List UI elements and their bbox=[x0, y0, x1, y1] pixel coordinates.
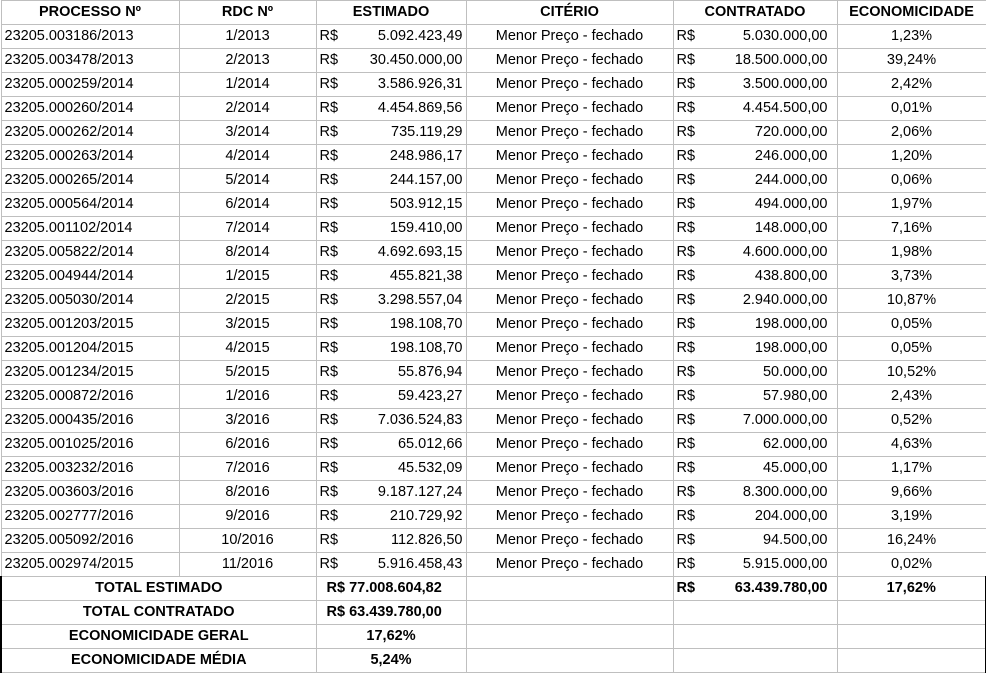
economicidade-cell: 39,24% bbox=[837, 49, 986, 73]
criterio-cell: Menor Preço - fechado bbox=[466, 217, 673, 241]
currency-symbol: R$ bbox=[319, 100, 339, 116]
contratado-cell bbox=[673, 241, 837, 265]
rdc-cell: 7/2014 bbox=[179, 217, 316, 241]
empty-cell bbox=[466, 649, 673, 673]
estimado-cell bbox=[316, 457, 466, 481]
contratado-cell bbox=[673, 121, 837, 145]
empty-cell bbox=[673, 625, 837, 649]
economicidade-cell: 3,19% bbox=[837, 505, 986, 529]
processo-cell: 23205.005030/2014 bbox=[1, 289, 179, 313]
processo-cell: 23205.001025/2016 bbox=[1, 433, 179, 457]
table-row bbox=[1, 337, 986, 361]
contratado-amount: 2.940.000,00 bbox=[742, 292, 828, 308]
contratado-cell bbox=[673, 289, 837, 313]
economicidade-cell: 7,16% bbox=[837, 217, 986, 241]
contratado-amount: 198.000,00 bbox=[754, 316, 828, 332]
economicidade-cell: 9,66% bbox=[837, 481, 986, 505]
currency-symbol: R$ bbox=[676, 76, 696, 92]
criterio-cell: Menor Preço - fechado bbox=[466, 145, 673, 169]
estimado-amount: 198.108,70 bbox=[389, 340, 463, 356]
estimado-amount: 159.410,00 bbox=[389, 220, 463, 236]
economicidade-media-value: 5,24% bbox=[316, 649, 466, 673]
rdc-cell: 1/2013 bbox=[179, 25, 316, 49]
contratado-cell bbox=[673, 49, 837, 73]
estimado-amount: 198.108,70 bbox=[389, 316, 463, 332]
economicidade-cell: 0,05% bbox=[837, 313, 986, 337]
currency-symbol: R$ bbox=[676, 244, 696, 260]
currency-symbol: R$ bbox=[319, 244, 339, 260]
estimado-amount: 3.298.557,04 bbox=[377, 292, 463, 308]
estimado-amount: 112.826,50 bbox=[391, 532, 463, 548]
contratado-amount: 438.800,00 bbox=[754, 268, 828, 284]
contratado-amount: 57.980,00 bbox=[762, 388, 828, 404]
table-row bbox=[1, 145, 986, 169]
estimado-amount: 735.119,29 bbox=[391, 124, 463, 140]
currency-symbol: R$ bbox=[319, 220, 339, 236]
total-estimado-label: TOTAL ESTIMADO bbox=[1, 577, 316, 601]
estimado-amount: 5.916.458,43 bbox=[377, 556, 463, 572]
table-row bbox=[1, 361, 986, 385]
empty-cell bbox=[673, 601, 837, 625]
currency-symbol: R$ bbox=[676, 532, 696, 548]
contratado-amount: 5.915.000,00 bbox=[742, 556, 828, 572]
economicidade-geral-label: ECONOMICIDADE GERAL bbox=[1, 625, 316, 649]
criterio-cell: Menor Preço - fechado bbox=[466, 49, 673, 73]
currency-symbol: R$ bbox=[319, 556, 339, 572]
table-row bbox=[1, 97, 986, 121]
criterio-cell: Menor Preço - fechado bbox=[466, 457, 673, 481]
empty-cell bbox=[837, 625, 986, 649]
economicidade-cell: 0,06% bbox=[837, 169, 986, 193]
currency-symbol: R$ bbox=[319, 196, 339, 212]
currency-symbol: R$ bbox=[676, 364, 696, 380]
table-row bbox=[1, 385, 986, 409]
economicidade-geral-value: 17,62% bbox=[316, 625, 466, 649]
header-estimado: ESTIMADO bbox=[316, 1, 466, 25]
contratado-amount: 50.000,00 bbox=[762, 364, 828, 380]
estimado-cell bbox=[316, 409, 466, 433]
estimado-amount: 5.092.423,49 bbox=[377, 28, 463, 44]
processo-cell: 23205.000265/2014 bbox=[1, 169, 179, 193]
table-row bbox=[1, 25, 986, 49]
currency-symbol: R$ bbox=[319, 52, 339, 68]
total-contratado-cell bbox=[673, 577, 837, 601]
estimado-amount: 59.423,27 bbox=[397, 388, 463, 404]
economicidade-cell: 2,43% bbox=[837, 385, 986, 409]
table-row bbox=[1, 553, 986, 577]
processo-cell: 23205.001203/2015 bbox=[1, 313, 179, 337]
table-row bbox=[1, 289, 986, 313]
criterio-cell: Menor Preço - fechado bbox=[466, 529, 673, 553]
empty-cell bbox=[466, 601, 673, 625]
processo-cell: 23205.002974/2015 bbox=[1, 553, 179, 577]
processo-cell: 23205.004944/2014 bbox=[1, 265, 179, 289]
criterio-cell: Menor Preço - fechado bbox=[466, 121, 673, 145]
processo-cell: 23205.000263/2014 bbox=[1, 145, 179, 169]
estimado-amount: 9.187.127,24 bbox=[377, 484, 463, 500]
contratado-amount: 494.000,00 bbox=[754, 196, 828, 212]
processo-cell: 23205.001102/2014 bbox=[1, 217, 179, 241]
criterio-cell: Menor Preço - fechado bbox=[466, 553, 673, 577]
table-row bbox=[1, 217, 986, 241]
currency-symbol: R$ bbox=[676, 28, 696, 44]
currency-symbol: R$ bbox=[319, 316, 339, 332]
table-row bbox=[1, 121, 986, 145]
rdc-cell: 8/2016 bbox=[179, 481, 316, 505]
estimado-amount: 55.876,94 bbox=[397, 364, 463, 380]
currency-symbol: R$ bbox=[676, 388, 696, 404]
processo-cell: 23205.005822/2014 bbox=[1, 241, 179, 265]
criterio-cell: Menor Preço - fechado bbox=[466, 193, 673, 217]
economicidade-cell: 1,98% bbox=[837, 241, 986, 265]
rdc-cell: 10/2016 bbox=[179, 529, 316, 553]
criterio-cell: Menor Preço - fechado bbox=[466, 241, 673, 265]
estimado-cell bbox=[316, 145, 466, 169]
economicidade-cell: 0,05% bbox=[837, 337, 986, 361]
contratado-amount: 720.000,00 bbox=[754, 124, 828, 140]
currency-symbol: R$ bbox=[676, 508, 696, 524]
processo-cell: 23205.000260/2014 bbox=[1, 97, 179, 121]
contratado-amount: 198.000,00 bbox=[754, 340, 828, 356]
economicidade-cell: 3,73% bbox=[837, 265, 986, 289]
economicidade-media-label: ECONOMICIDADE MÉDIA bbox=[1, 649, 316, 673]
economicidade-cell: 0,02% bbox=[837, 553, 986, 577]
currency-symbol: R$ bbox=[319, 508, 339, 524]
estimado-cell bbox=[316, 73, 466, 97]
estimado-amount: 3.586.926,31 bbox=[377, 76, 463, 92]
estimado-cell bbox=[316, 505, 466, 529]
processo-cell: 23205.003186/2013 bbox=[1, 25, 179, 49]
contratado-cell bbox=[673, 433, 837, 457]
table-row bbox=[1, 193, 986, 217]
criterio-cell: Menor Preço - fechado bbox=[466, 505, 673, 529]
contratado-amount: 45.000,00 bbox=[762, 460, 828, 476]
rdc-cell: 1/2016 bbox=[179, 385, 316, 409]
rdc-cell: 8/2014 bbox=[179, 241, 316, 265]
estimado-amount: 30.450.000,00 bbox=[369, 52, 463, 68]
economicidade-cell: 2,06% bbox=[837, 121, 986, 145]
estimado-cell bbox=[316, 553, 466, 577]
criterio-cell: Menor Preço - fechado bbox=[466, 481, 673, 505]
criterio-cell: Menor Preço - fechado bbox=[466, 337, 673, 361]
estimado-amount: 7.036.524,83 bbox=[377, 412, 463, 428]
currency-symbol: R$ bbox=[319, 292, 339, 308]
processo-cell: 23205.000872/2016 bbox=[1, 385, 179, 409]
contratado-amount: 8.300.000,00 bbox=[742, 484, 828, 500]
currency-symbol: R$ bbox=[676, 292, 696, 308]
rdc-cell: 3/2014 bbox=[179, 121, 316, 145]
estimado-cell bbox=[316, 217, 466, 241]
estimado-cell bbox=[316, 529, 466, 553]
criterio-cell: Menor Preço - fechado bbox=[466, 97, 673, 121]
estimado-amount: 210.729,92 bbox=[389, 508, 463, 524]
criterio-cell: Menor Preço - fechado bbox=[466, 289, 673, 313]
currency-symbol: R$ bbox=[676, 124, 696, 140]
total-estimado-row bbox=[1, 577, 986, 601]
header-row bbox=[1, 1, 986, 25]
processo-cell: 23205.000564/2014 bbox=[1, 193, 179, 217]
estimado-cell bbox=[316, 313, 466, 337]
currency-symbol: R$ bbox=[676, 100, 696, 116]
estimado-amount: 248.986,17 bbox=[389, 148, 463, 164]
criterio-cell: Menor Preço - fechado bbox=[466, 25, 673, 49]
currency-symbol: R$ bbox=[319, 436, 339, 452]
contratado-amount: 246.000,00 bbox=[754, 148, 828, 164]
currency-symbol: R$ bbox=[319, 340, 339, 356]
contratado-amount: 244.000,00 bbox=[754, 172, 828, 188]
table-row bbox=[1, 169, 986, 193]
table-row bbox=[1, 457, 986, 481]
processo-cell: 23205.003603/2016 bbox=[1, 481, 179, 505]
currency-symbol: R$ bbox=[676, 436, 696, 452]
total-economicidade: 17,62% bbox=[837, 577, 986, 601]
contratado-amount: 62.000,00 bbox=[762, 436, 828, 452]
criterio-cell: Menor Preço - fechado bbox=[466, 433, 673, 457]
currency-symbol: R$ bbox=[676, 580, 696, 596]
table-row bbox=[1, 481, 986, 505]
empty-cell bbox=[837, 649, 986, 673]
rdc-cell: 7/2016 bbox=[179, 457, 316, 481]
contratado-amount: 7.000.000,00 bbox=[742, 412, 828, 428]
currency-symbol: R$ bbox=[676, 340, 696, 356]
contratado-cell bbox=[673, 409, 837, 433]
rdc-cell: 5/2015 bbox=[179, 361, 316, 385]
economicidade-cell: 1,17% bbox=[837, 457, 986, 481]
estimado-amount: 244.157,00 bbox=[389, 172, 463, 188]
currency-symbol: R$ bbox=[319, 148, 339, 164]
estimado-amount: 65.012,66 bbox=[397, 436, 463, 452]
estimado-cell bbox=[316, 193, 466, 217]
contratado-cell bbox=[673, 25, 837, 49]
contratado-amount: 4.600.000,00 bbox=[742, 244, 828, 260]
contratado-cell bbox=[673, 313, 837, 337]
criterio-cell: Menor Preço - fechado bbox=[466, 73, 673, 97]
rdc-cell: 1/2015 bbox=[179, 265, 316, 289]
processo-cell: 23205.000259/2014 bbox=[1, 73, 179, 97]
estimado-cell bbox=[316, 481, 466, 505]
rdc-cell: 3/2016 bbox=[179, 409, 316, 433]
currency-symbol: R$ bbox=[676, 52, 696, 68]
currency-symbol: R$ bbox=[676, 556, 696, 572]
total-contratado-row bbox=[1, 601, 986, 625]
rdc-cell: 4/2014 bbox=[179, 145, 316, 169]
processo-cell: 23205.005092/2016 bbox=[1, 529, 179, 553]
contratado-cell bbox=[673, 97, 837, 121]
currency-symbol: R$ bbox=[319, 364, 339, 380]
contratado-amount: 148.000,00 bbox=[754, 220, 828, 236]
processo-cell: 23205.001234/2015 bbox=[1, 361, 179, 385]
currency-symbol: R$ bbox=[676, 268, 696, 284]
processo-cell: 23205.000262/2014 bbox=[1, 121, 179, 145]
currency-symbol: R$ bbox=[676, 172, 696, 188]
table-row bbox=[1, 313, 986, 337]
criterio-cell: Menor Preço - fechado bbox=[466, 409, 673, 433]
processo-cell: 23205.001204/2015 bbox=[1, 337, 179, 361]
currency-symbol: R$ bbox=[676, 148, 696, 164]
estimado-amount: 4.692.693,15 bbox=[377, 244, 463, 260]
contratado-cell bbox=[673, 505, 837, 529]
currency-symbol: R$ bbox=[319, 172, 339, 188]
estimado-cell bbox=[316, 49, 466, 73]
economicidade-cell: 4,63% bbox=[837, 433, 986, 457]
economicidade-cell: 1,20% bbox=[837, 145, 986, 169]
contratado-amount: 18.500.000,00 bbox=[734, 52, 828, 68]
currency-symbol: R$ bbox=[319, 412, 339, 428]
economicidade-cell: 1,23% bbox=[837, 25, 986, 49]
rdc-cell: 2/2015 bbox=[179, 289, 316, 313]
contratado-cell bbox=[673, 481, 837, 505]
contratado-cell bbox=[673, 145, 837, 169]
estimado-amount: 503.912,15 bbox=[389, 196, 463, 212]
empty-cell bbox=[466, 577, 673, 601]
contratado-amount: 5.030.000,00 bbox=[742, 28, 828, 44]
currency-symbol: R$ bbox=[676, 196, 696, 212]
estimado-cell bbox=[316, 241, 466, 265]
economicidade-cell: 1,97% bbox=[837, 193, 986, 217]
currency-symbol: R$ bbox=[676, 316, 696, 332]
currency-symbol: R$ bbox=[319, 388, 339, 404]
estimado-amount: 45.532,09 bbox=[397, 460, 463, 476]
header-criterio: CITÉRIO bbox=[466, 1, 673, 25]
estimado-cell bbox=[316, 169, 466, 193]
estimado-cell bbox=[316, 265, 466, 289]
table-row bbox=[1, 505, 986, 529]
economicidade-cell: 0,52% bbox=[837, 409, 986, 433]
contratado-cell bbox=[673, 193, 837, 217]
contratado-cell bbox=[673, 529, 837, 553]
rdc-cell: 6/2014 bbox=[179, 193, 316, 217]
rdc-cell: 5/2014 bbox=[179, 169, 316, 193]
rdc-cell: 9/2016 bbox=[179, 505, 316, 529]
table-row bbox=[1, 265, 986, 289]
rdc-cell: 2/2013 bbox=[179, 49, 316, 73]
table-row bbox=[1, 73, 986, 97]
empty-cell bbox=[466, 625, 673, 649]
contratado-cell bbox=[673, 457, 837, 481]
processo-cell: 23205.002777/2016 bbox=[1, 505, 179, 529]
total-contratado-label: TOTAL CONTRATADO bbox=[1, 601, 316, 625]
criterio-cell: Menor Preço - fechado bbox=[466, 385, 673, 409]
estimado-cell bbox=[316, 121, 466, 145]
economicidade-geral-row bbox=[1, 625, 986, 649]
economicidade-cell: 0,01% bbox=[837, 97, 986, 121]
estimado-cell bbox=[316, 433, 466, 457]
contratado-amount: 4.454.500,00 bbox=[742, 100, 828, 116]
table-row bbox=[1, 433, 986, 457]
contratado-cell bbox=[673, 169, 837, 193]
contratado-cell bbox=[673, 337, 837, 361]
rdc-cell: 6/2016 bbox=[179, 433, 316, 457]
estimado-cell bbox=[316, 97, 466, 121]
currency-symbol: R$ bbox=[676, 460, 696, 476]
criterio-cell: Menor Preço - fechado bbox=[466, 313, 673, 337]
currency-symbol: R$ bbox=[319, 460, 339, 476]
contratado-cell bbox=[673, 73, 837, 97]
economicidade-cell: 10,87% bbox=[837, 289, 986, 313]
contratado-cell bbox=[673, 217, 837, 241]
economicidade-cell: 2,42% bbox=[837, 73, 986, 97]
currency-symbol: R$ bbox=[319, 532, 339, 548]
criterio-cell: Menor Preço - fechado bbox=[466, 169, 673, 193]
total-estimado-value: R$ 77.008.604,82 bbox=[316, 577, 466, 601]
estimado-cell bbox=[316, 289, 466, 313]
currency-symbol: R$ bbox=[676, 412, 696, 428]
contratado-amount: 204.000,00 bbox=[754, 508, 828, 524]
economicidade-cell: 10,52% bbox=[837, 361, 986, 385]
empty-cell bbox=[673, 649, 837, 673]
table-row bbox=[1, 409, 986, 433]
criterio-cell: Menor Preço - fechado bbox=[466, 361, 673, 385]
estimado-amount: 455.821,38 bbox=[389, 268, 463, 284]
estimado-cell bbox=[316, 385, 466, 409]
rdc-cell: 4/2015 bbox=[179, 337, 316, 361]
rdc-cell: 1/2014 bbox=[179, 73, 316, 97]
rdc-cell: 2/2014 bbox=[179, 97, 316, 121]
table-row bbox=[1, 49, 986, 73]
table-row bbox=[1, 529, 986, 553]
processo-cell: 23205.000435/2016 bbox=[1, 409, 179, 433]
empty-cell bbox=[837, 601, 986, 625]
estimado-cell bbox=[316, 337, 466, 361]
estimado-amount: 4.454.869,56 bbox=[377, 100, 463, 116]
processo-cell: 23205.003232/2016 bbox=[1, 457, 179, 481]
estimado-cell bbox=[316, 25, 466, 49]
economicidade-cell: 16,24% bbox=[837, 529, 986, 553]
contratado-cell bbox=[673, 361, 837, 385]
header-economicidade: ECONOMICIDADE bbox=[837, 1, 986, 25]
contratado-cell bbox=[673, 553, 837, 577]
contratado-amount: 94.500,00 bbox=[762, 532, 828, 548]
currency-symbol: R$ bbox=[676, 484, 696, 500]
contratado-amount: 3.500.000,00 bbox=[742, 76, 828, 92]
contratado-cell bbox=[673, 265, 837, 289]
criterio-cell: Menor Preço - fechado bbox=[466, 265, 673, 289]
currency-symbol: R$ bbox=[676, 220, 696, 236]
currency-symbol: R$ bbox=[319, 484, 339, 500]
currency-symbol: R$ bbox=[319, 28, 339, 44]
header-rdc: RDC Nº bbox=[179, 1, 316, 25]
header-processo: PROCESSO Nº bbox=[1, 1, 179, 25]
estimado-cell bbox=[316, 361, 466, 385]
currency-symbol: R$ bbox=[319, 268, 339, 284]
total-contratado-amount: 63.439.780,00 bbox=[734, 580, 828, 596]
processo-cell: 23205.003478/2013 bbox=[1, 49, 179, 73]
economicidade-media-row bbox=[1, 649, 986, 673]
currency-symbol: R$ bbox=[319, 76, 339, 92]
table-row bbox=[1, 241, 986, 265]
header-contratado: CONTRATADO bbox=[673, 1, 837, 25]
rdc-cell: 11/2016 bbox=[179, 553, 316, 577]
rdc-cell: 3/2015 bbox=[179, 313, 316, 337]
currency-symbol: R$ bbox=[319, 124, 339, 140]
total-contratado-value: R$ 63.439.780,00 bbox=[316, 601, 466, 625]
contratado-cell bbox=[673, 385, 837, 409]
